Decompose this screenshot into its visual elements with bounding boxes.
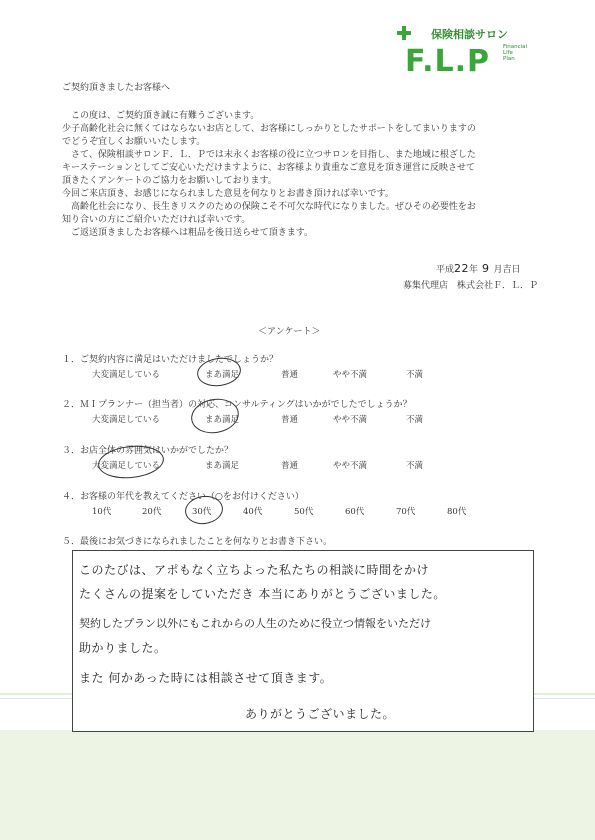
q1-option: やや不満 bbox=[333, 370, 368, 380]
q3-option: 不満 bbox=[406, 461, 424, 471]
letter-line: でどうぞ宜しくお願いいたします。 bbox=[62, 137, 206, 147]
date-prefix: 平成 bbox=[436, 265, 455, 275]
letter-line: ご返送頂きましたお客様へは粗品を後日送らせて頂きます。 bbox=[62, 228, 314, 238]
date-mid: 年 bbox=[469, 265, 479, 275]
letter-line: 今回ご来店頂き、お感じになられました意見を何なりとお書き頂ければ幸いです。 bbox=[62, 189, 394, 199]
comment-box bbox=[72, 550, 534, 732]
q3-option: まあ満足 bbox=[205, 461, 240, 471]
q4-option: 30代 bbox=[192, 507, 212, 517]
handwritten-line: たくさんの提案をしていただき 本当にありがとうございました。 bbox=[79, 587, 446, 601]
question-4: ４．お客様の年代を教えてください（○をお付けください） bbox=[62, 492, 304, 502]
logo bbox=[395, 22, 565, 82]
question-5: ５．最後にお気づきになられましたことを何なりとお書き下さい。 bbox=[62, 537, 333, 547]
q2-option: 不満 bbox=[406, 415, 424, 425]
q4-option: 20代 bbox=[142, 507, 162, 517]
plus-icon bbox=[397, 26, 411, 40]
q4-option: 50代 bbox=[294, 507, 314, 517]
q4-option: 70代 bbox=[396, 507, 416, 517]
logo-subtitle: 保険相談サロン bbox=[431, 28, 508, 41]
letter-line: 知り合いの方にご紹介いただければ幸いです。 bbox=[62, 215, 251, 225]
logo-tagline-line: Life bbox=[503, 50, 513, 56]
q2-option: やや不満 bbox=[333, 415, 368, 425]
logo-tagline-line: Financial bbox=[503, 44, 528, 50]
letter-line: キーステーションとしてご安心いただけますように、お客様より貴重なご意見を頂き運営に反映させて bbox=[62, 163, 476, 173]
q2-option: 大変満足している bbox=[92, 415, 161, 425]
q3-option: 普通 bbox=[281, 461, 299, 471]
addressee: ご契約頂きましたお客様へ bbox=[62, 83, 171, 93]
date-year: 22 bbox=[454, 262, 470, 275]
q2-option: まあ満足 bbox=[205, 415, 240, 425]
letter-line: 頂きたくアンケートのご協力をお願いしております。 bbox=[62, 176, 277, 186]
letter-line: さて、保険相談サロンＦ．Ｌ．Ｐでは末永くお客様の役に立つサロンを目指し、また地域に根ざした bbox=[62, 150, 476, 160]
handwritten-line: このたびは、アポもなく立ちよった私たちの相談に時間をかけ bbox=[79, 563, 430, 577]
date-month: 9 bbox=[482, 262, 490, 275]
handwritten-line: また 何かあった時には相談させて頂きます。 bbox=[79, 671, 333, 685]
logo-tagline bbox=[503, 44, 527, 62]
q1-option: まあ満足 bbox=[205, 370, 240, 380]
handwritten-line: ありがとうございました。 bbox=[245, 707, 396, 721]
question-2: ２．ＭＩプランナー（担当者）の対応、コンサルティングはいかがでしたでしょうか？ bbox=[62, 400, 412, 410]
q1-option: 不満 bbox=[406, 370, 424, 380]
q1-option: 大変満足している bbox=[92, 370, 161, 380]
q2-option: 普通 bbox=[281, 415, 299, 425]
letter-line: 高齢化社会になり、長生きリスクのための保険こそ不可欠な時代になりました。ぜひその必要性をお bbox=[62, 202, 476, 212]
letter-line: 少子高齢化社会に無くてはならないお店として、お客様にしっかりとしたサポートをしてまいりますの bbox=[62, 124, 476, 134]
q1-option: 普通 bbox=[281, 370, 299, 380]
handwritten-line: 助かりました。 bbox=[79, 641, 167, 655]
q4-option: 10代 bbox=[92, 507, 112, 517]
survey-title: ＜アンケート＞ bbox=[258, 327, 321, 337]
letter-body bbox=[62, 110, 476, 240]
q4-option: 80代 bbox=[447, 507, 467, 517]
date-line bbox=[436, 262, 521, 277]
question-1: １．ご契約内容に満足はいただけましたでしょうか？ bbox=[62, 355, 279, 365]
company-name: 募集代理店 株式会社Ｆ．Ｌ．Ｐ bbox=[403, 281, 539, 291]
footer-band bbox=[0, 730, 595, 840]
q4-option: 40代 bbox=[243, 507, 263, 517]
handwritten-line: 契約したプラン以外にもこれからの人生のために役立つ情報をいただけ bbox=[79, 617, 431, 630]
logo-tagline-line: Plan bbox=[503, 56, 515, 62]
logo-brand: F.L.P bbox=[405, 44, 490, 79]
q4-option: 60代 bbox=[345, 507, 365, 517]
letter-line: この度は、ご契約頂き誠に有難うございます。 bbox=[62, 111, 260, 121]
date-suffix: 月吉日 bbox=[493, 265, 521, 275]
q3-option: やや不満 bbox=[333, 461, 368, 471]
q3-option: 大変満足している bbox=[92, 461, 161, 471]
question-3: ３．お店全体の雰囲気はいかがでしたか？ bbox=[62, 446, 234, 456]
